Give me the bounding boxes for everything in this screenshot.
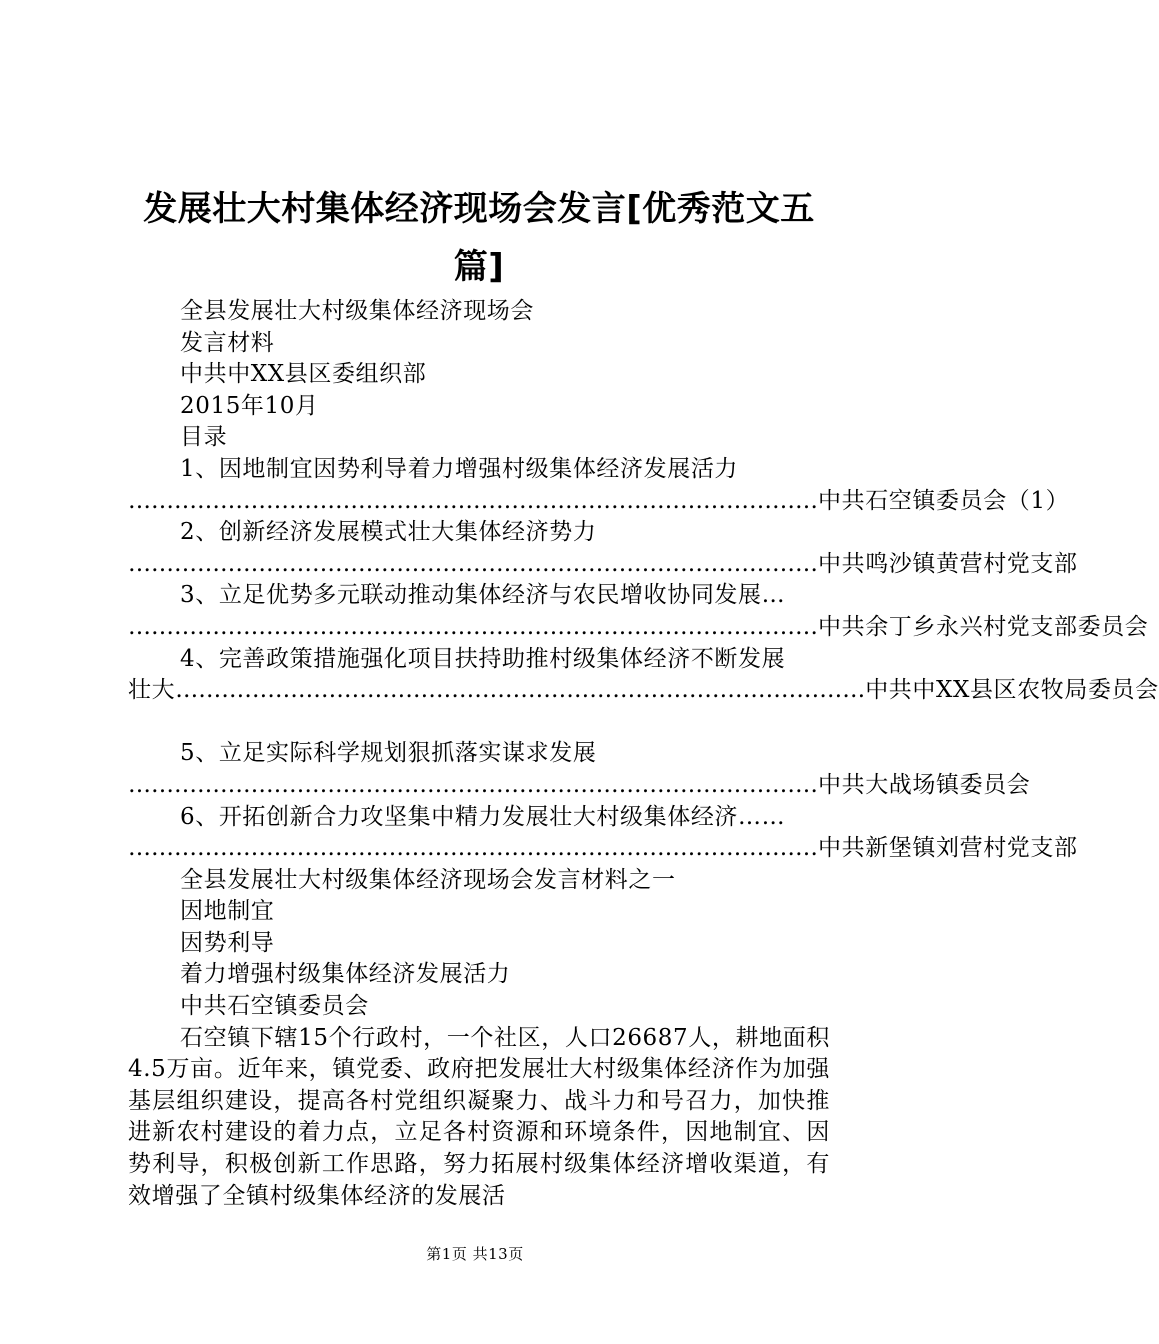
- toc-dots: ………………………………………………………………………………: [128, 771, 818, 798]
- toc-item-leader: [128, 486, 1070, 518]
- toc-item-leader: [128, 612, 1149, 644]
- body-paragraph: 石空镇下辖15个行政村，一个社区，人口26687人，耕地面积4.5万亩。近年来，镇党委、政府把发展壮大村级集体经济作为加强基层组织建设，提高各村党组织凝聚力、战斗力和号召力，加快推进新农村建设的着力点，立足各村资源和环境条件，因地制宜、因势利导，积极创新工作思路，努力拓展村级集体经济增收渠道，有效增强了全镇村级集体经济的发展活: [128, 1024, 830, 1209]
- header-line: 发言材料: [180, 329, 275, 356]
- header-line: 全县发展壮大村级集体经济现场会: [180, 298, 534, 324]
- section-line: 因势利导: [180, 929, 275, 956]
- toc-dots: ………………………………………………………………………………: [175, 677, 866, 704]
- toc-item-title: 3、立足优势多元联动推动集体经济与农民增收协同发展…: [180, 582, 786, 609]
- toc-item-leader: [128, 549, 1078, 581]
- toc-item-org: 中共余丁乡永兴村党支部委员会: [818, 613, 1149, 640]
- toc-item-title: 1、因地制宜因势利导着力增强村级集体经济发展活力: [180, 455, 739, 482]
- toc-dots: ………………………………………………………………………………: [128, 550, 818, 577]
- toc-dots: ………………………………………………………………………………: [128, 613, 818, 640]
- toc-item-leader: [128, 675, 1159, 707]
- toc-item-org: 中共大战场镇委员会: [818, 771, 1031, 798]
- toc-heading: 目录: [180, 424, 228, 451]
- section-line: 着力增强村级集体经济发展活力: [180, 961, 511, 988]
- blank-line: [128, 707, 830, 739]
- document-title: 发展壮大村集体经济现场会发言[优秀范文五篇]: [143, 189, 815, 287]
- toc-item-org: 中共石空镇委员会（1）: [818, 487, 1070, 514]
- toc-dots: ………………………………………………………………………………: [128, 487, 818, 514]
- header-line: 2015年10月: [180, 392, 319, 419]
- header-line: 中共中XX县区委组织部: [180, 361, 427, 388]
- section-line: 因地制宜: [180, 898, 275, 925]
- toc-item-org: 中共新堡镇刘营村党支部: [818, 835, 1078, 862]
- section-line: 中共石空镇委员会: [180, 993, 369, 1020]
- page-footer: 第1页 共13页: [426, 1245, 524, 1263]
- toc-item-leader: [128, 770, 1031, 802]
- toc-item-title: 5、立足实际科学规划狠抓落实谋求发展: [180, 740, 597, 767]
- toc-item-org: 中共中XX县区农牧局委员会: [865, 677, 1159, 704]
- toc-item-prefix: 壮大: [128, 677, 176, 704]
- section-line: 全县发展壮大村级集体经济现场会发言材料之一: [180, 866, 676, 893]
- toc-item-leader: [128, 833, 1078, 865]
- toc-item-title: 4、完善政策措施强化项目扶持助推村级集体经济不断发展: [180, 645, 786, 672]
- toc-item-title: 6、开拓创新合力攻坚集中精力发展壮大村级集体经济……: [180, 803, 786, 830]
- document-body: [128, 296, 1159, 1212]
- toc-item-org: 中共鸣沙镇黄营村党支部: [818, 550, 1078, 577]
- toc-dots: ………………………………………………………………………………: [128, 835, 818, 862]
- toc-item-title: 2、创新经济发展模式壮大集体经济势力: [180, 519, 597, 546]
